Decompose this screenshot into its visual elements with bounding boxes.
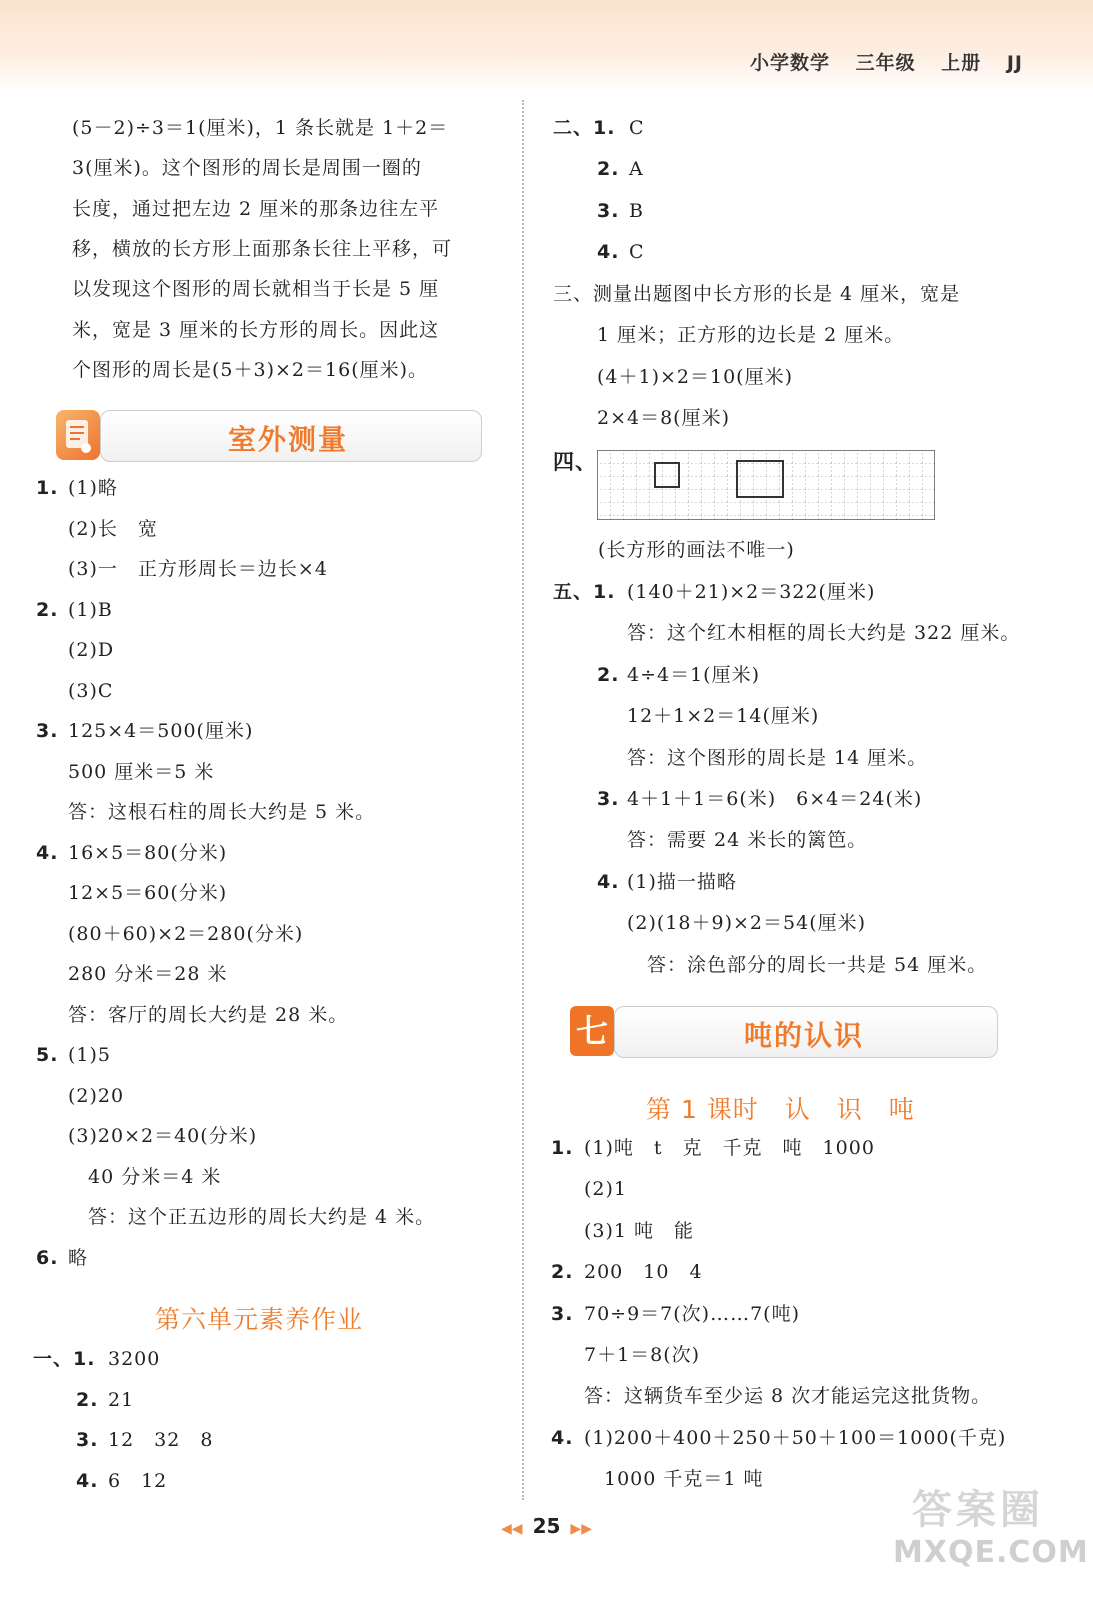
intro-line: 个图形的周长是(5＋3)×2＝16(厘米)。 xyxy=(72,358,429,381)
answer-line: 4÷4＝1(厘米) xyxy=(627,663,761,686)
chapter-title: 吨的认识 xyxy=(744,1019,865,1052)
intro-line: 以发现这个图形的周长就相当于长是 5 厘 xyxy=(72,278,440,301)
unit-title: 第六单元素养作业 xyxy=(155,1305,364,1334)
page-number: 25 xyxy=(532,1514,561,1538)
item-number: 一、1. xyxy=(33,1348,96,1370)
answer-line: 6 12 xyxy=(108,1469,168,1492)
answer-line: (2)D xyxy=(68,639,115,661)
header-edition: JJ xyxy=(1006,52,1023,74)
answer-line: 3200 xyxy=(108,1348,161,1370)
answer-line: 答：需要 24 米长的篱笆。 xyxy=(627,829,868,852)
intro-line: (5－2)÷3＝1(厘米)，1 条长就是 1＋2＝ xyxy=(72,117,449,139)
watermark-cn: 答案圈 xyxy=(912,1487,1044,1533)
watermark-logo xyxy=(893,1478,1089,1588)
grid-drawing xyxy=(597,450,935,520)
answer-line: B xyxy=(629,199,644,222)
answer-line: 16×5＝80(分米) xyxy=(68,841,228,864)
book-header xyxy=(732,48,1023,75)
part3-line: 2×4＝8(厘米) xyxy=(597,406,731,429)
answer-line: 12＋1×2＝14(厘米) xyxy=(627,705,820,728)
answer-line: 21 xyxy=(108,1388,135,1411)
column-divider xyxy=(522,100,524,1500)
part3-line: 三、测量出题图中长方形的长是 4 厘米，宽是 xyxy=(553,283,961,305)
answer-line: (3)1 吨 能 xyxy=(584,1219,695,1242)
item-number: 2. xyxy=(597,663,620,686)
answer-line: (2)(18＋9)×2＝54(厘米) xyxy=(627,912,867,935)
header-subject: 小学数学 xyxy=(749,52,830,74)
intro-line: 长度，通过把左边 2 厘米的那条边往左平 xyxy=(72,197,440,220)
item-number: 2. xyxy=(76,1388,99,1411)
answer-line: (1)吨 t 克 千克 吨 1000 xyxy=(584,1137,875,1159)
part4-note: (长方形的画法不唯一) xyxy=(598,539,795,561)
watermark-text: MXQE.COM xyxy=(893,1535,1089,1570)
part3-line: 1 厘米；正方形的边长是 2 厘米。 xyxy=(597,324,905,347)
item-number: 4. xyxy=(76,1469,99,1492)
answer-line: 答：这个图形的周长是 14 厘米。 xyxy=(627,746,928,769)
item-number: 6. xyxy=(36,1246,59,1269)
answer-line: (2)20 xyxy=(68,1084,125,1107)
answer-line: (1)略 xyxy=(68,477,118,499)
answer-line: 70÷9＝7(次)……7(吨) xyxy=(584,1302,801,1325)
answer-line: C xyxy=(629,117,645,139)
answer-line: (140＋21)×2＝322(厘米) xyxy=(627,581,876,603)
answer-line: 200 10 4 xyxy=(584,1261,703,1284)
header-grade: 三年级 xyxy=(855,52,916,74)
item-number: 2. xyxy=(36,598,59,621)
answer-line: 500 厘米＝5 米 xyxy=(68,760,215,783)
answer-line: 答：客厅的周长大约是 28 米。 xyxy=(68,1003,349,1026)
answer-line: (1)描一描略 xyxy=(627,870,737,893)
measure-icon xyxy=(56,410,100,460)
answer-line: C xyxy=(629,240,645,263)
answer-line: (1)5 xyxy=(68,1044,112,1066)
answer-line: (1)200＋400＋250＋50＋100＝1000(千克) xyxy=(584,1426,1007,1449)
answer-line: (1)B xyxy=(68,598,113,621)
answer-line: 答：这根石柱的周长大约是 5 米。 xyxy=(68,801,376,823)
chapter-number-badge: 七 xyxy=(570,1006,614,1056)
answer-line: (3)C xyxy=(68,679,114,702)
answer-line: 12×5＝60(分米) xyxy=(68,882,228,904)
item-number: 1. xyxy=(36,477,59,499)
part4-label: 四、 xyxy=(553,450,597,474)
item-number: 4. xyxy=(597,870,620,893)
intro-line: 移，横放的长方形上面那条长往上平移，可 xyxy=(72,237,453,260)
answer-line: 4＋1＋1＝6(米) 6×4＝24(米) xyxy=(627,788,923,810)
answer-line: (80＋60)×2＝280(分米) xyxy=(68,922,304,945)
answer-line: (2)长 宽 xyxy=(68,517,158,540)
answer-line: 40 分米＝4 米 xyxy=(68,1165,222,1188)
item-number: 二、1. xyxy=(553,117,616,139)
item-number: 4. xyxy=(597,240,620,263)
prev-arrows-icon: ◀◀ xyxy=(501,1521,523,1537)
answer-line: (3)一 正方形周长＝边长×4 xyxy=(68,558,328,580)
answer-line: 答：这个正五边形的周长大约是 4 米。 xyxy=(68,1206,436,1228)
item-number: 2. xyxy=(597,158,620,181)
item-number: 3. xyxy=(597,199,620,222)
intro-line: 米，宽是 3 厘米的长方形的周长。因此这 xyxy=(72,318,440,341)
answer-line: 略 xyxy=(68,1246,89,1269)
answer-line: 280 分米＝28 米 xyxy=(68,963,228,985)
answer-line: 答：这辆货车至少运 8 次才能运完这批货物。 xyxy=(584,1385,992,1408)
answer-line: A xyxy=(629,158,644,181)
answer-line: (2)1 xyxy=(584,1178,628,1201)
item-number: 五、1. xyxy=(553,581,616,603)
section-title-outdoor: 室外测量 xyxy=(228,423,349,456)
answer-line: 12 32 8 xyxy=(108,1429,214,1451)
intro-line: 3(厘米)。这个图形的周长是周围一圈的 xyxy=(72,157,422,180)
answer-line: (3)20×2＝40(分米) xyxy=(68,1125,258,1147)
answer-line: 答：涂色部分的周长一共是 54 厘米。 xyxy=(627,953,988,976)
item-number: 3. xyxy=(551,1302,574,1325)
item-number: 3. xyxy=(36,720,59,742)
part3-line: (4＋1)×2＝10(厘米) xyxy=(597,365,794,388)
header-band xyxy=(0,0,1093,92)
answer-line: 7＋1＝8(次) xyxy=(584,1344,701,1366)
item-number: 4. xyxy=(551,1426,574,1449)
answer-line: 答：这个红木相框的周长大约是 322 厘米。 xyxy=(627,622,1021,645)
item-number: 3. xyxy=(76,1429,99,1451)
item-number: 2. xyxy=(551,1261,574,1284)
header-term: 上册 xyxy=(941,52,982,74)
item-number: 4. xyxy=(36,841,59,864)
answer-line: 1000 千克＝1 吨 xyxy=(584,1468,764,1491)
item-number: 1. xyxy=(551,1137,574,1159)
next-arrows-icon: ▶▶ xyxy=(570,1521,592,1537)
item-number: 5. xyxy=(36,1044,59,1066)
item-number: 3. xyxy=(597,788,620,810)
lesson-title: 第 1 课时 认 识 吨 xyxy=(646,1095,915,1124)
answer-line: 125×4＝500(厘米) xyxy=(68,720,254,742)
